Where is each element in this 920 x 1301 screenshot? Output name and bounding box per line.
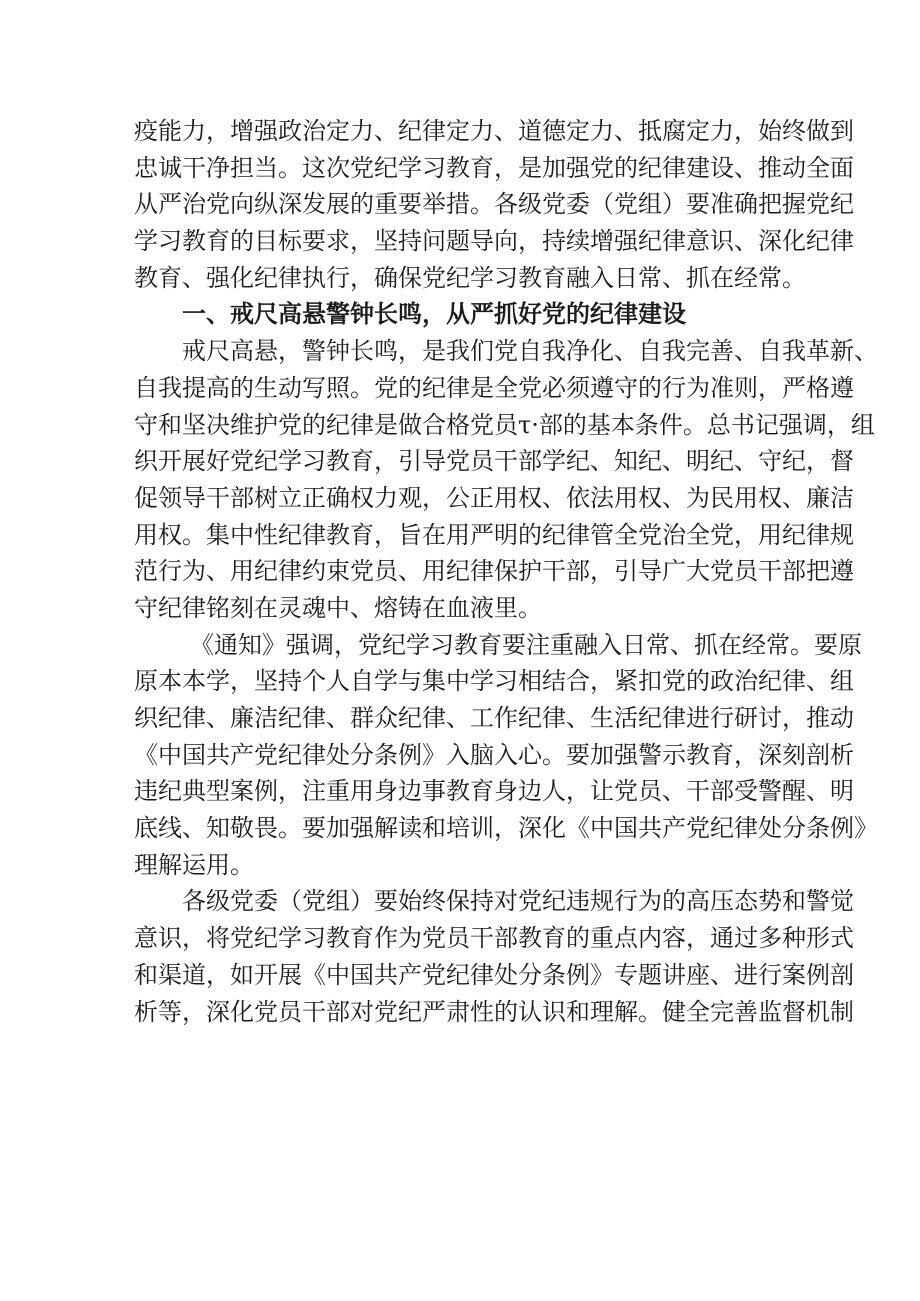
paragraph-line: 《通知》强调，党纪学习教育要注重融入日常、抓在经常。要原 [190,630,862,659]
paragraph-line: 理解运用。 [134,850,254,879]
paragraph-line: 疫能力，增强政治定力、纪律定力、道德定力、抵腐定力，始终做到 [134,117,854,145]
paragraph-line: 自我提高的生动写照。党的纪律是全党必须遵守的行为准则，严格遵 [134,373,854,402]
paragraph-line: 教育、强化纪律执行，确保党纪学习教育融入日常、抓在经常。 [134,263,806,292]
paragraph-line: 违纪典型案例，注重用身边事教育身边人，让党员、干部受警醒、明 [134,777,854,806]
paragraph-line: 范行为、用纪律约束党员、用纪律保护干部，引导广大党员干部把遵 [134,557,854,586]
paragraph-line: 《中国共产党纪律处分条例》入脑入心。要加强警示教育，深刻剖析 [134,740,854,769]
paragraph-line: 守和坚决维护党的纪律是做合格党员τ·部的基本条件。总书记强调，组 [134,410,875,439]
paragraph-line: 促领导干部树立正确权力观，公正用权、依法用权、为民用权、廉洁 [134,483,854,512]
section-heading: 一、戒尺高悬警钟长鸣，从严抓好党的纪律建设 [182,299,686,329]
paragraph-line: 用权。集中性纪律教育，旨在用严明的纪律管全党治全党，用纪律规 [134,520,854,549]
paragraph-line: 守纪律铭刻在灵魂中、熔铸在血液里。 [134,593,542,622]
paragraph-line: 戒尺高悬，警钟长鸣，是我们党自我净化、自我完善、自我革新、 [182,337,878,366]
paragraph-line: 意识，将党纪学习教育作为党员干部教育的重点内容，通过多种形式 [134,924,854,953]
paragraph-line: 学习教育的目标要求，坚持问题导向，持续增强纪律意识、深化纪律 [134,227,854,256]
paragraph-line: 从严治党向纵深发展的重要举措。各级党委（党组）要准确把握党纪 [134,190,854,219]
paragraph-line: 析等，深化党员干部对党纪严肃性的认识和理解。健全完善监督机制 [134,997,854,1026]
paragraph-line: 织开展好党纪学习教育，引导党员干部学纪、知纪、明纪、守纪，督 [134,447,854,476]
paragraph-line: 底线、知敬畏。要加强解读和培训，深化《中国共产党纪律处分条例》 [134,814,878,843]
paragraph-line: 织纪律、廉洁纪律、群众纪律、工作纪律、生活纪律进行研讨，推动 [134,704,854,732]
document-body [134,113,878,1030]
paragraph-line: 忠诚干净担当。这次党纪学习教育，是加强党的纪律建设、推动全面 [134,153,854,182]
paragraph-line: 各级党委（党组）要始终保持对党纪违规行为的高压态势和警觉 [182,887,854,916]
paragraph-line: 原本本学，坚持个人自学与集中学习相结合，紧扣党的政治纪律、组 [134,667,854,696]
paragraph-line: 和渠道，如开展《中国共产党纪律处分条例》专题讲座、进行案例剖 [134,960,854,989]
